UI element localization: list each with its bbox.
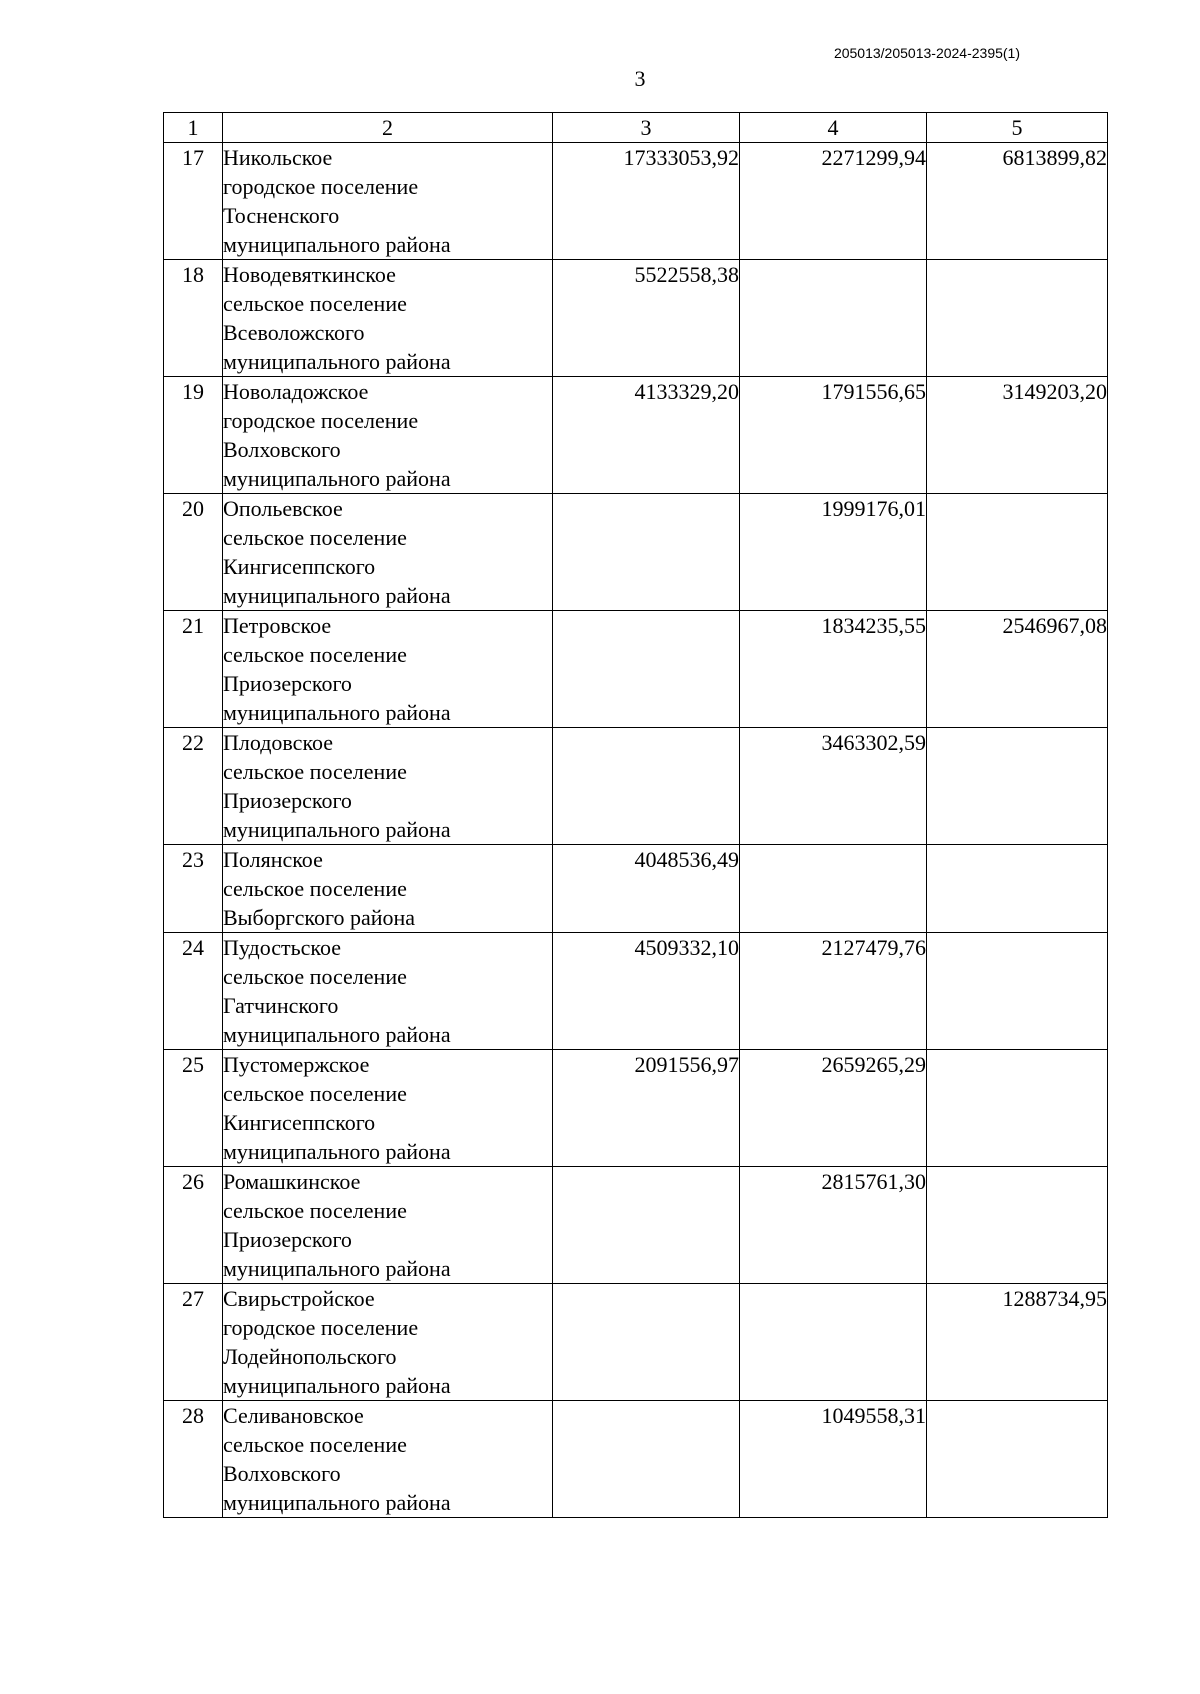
settlement-name-line: сельское поселение: [223, 642, 407, 667]
table-row: [164, 728, 1108, 845]
settlement-name-line: муниципального района: [223, 1256, 451, 1281]
amount-cell-col3: 4509332,10: [553, 933, 740, 1050]
settlement-name-line: Приозерского: [223, 788, 352, 813]
settlement-name-line: муниципального района: [223, 466, 451, 491]
amount-cell-col4: 2815761,30: [740, 1167, 927, 1284]
settlement-name-line: Приозерского: [223, 671, 352, 696]
data-table: [163, 112, 1108, 1518]
settlement-name-cell: [223, 611, 553, 728]
row-number-cell: 22: [164, 728, 223, 845]
table-row: [164, 143, 1108, 260]
amount-cell-col3: [553, 728, 740, 845]
settlement-name-line: муниципального района: [223, 232, 451, 257]
settlement-name-line: Никольское: [223, 145, 333, 170]
settlement-name-line: городское поселение: [223, 174, 419, 199]
amount-cell-col5: [927, 260, 1108, 377]
settlement-name-line: сельское поселение: [223, 876, 407, 901]
amount-cell-col5: [927, 845, 1108, 933]
amount-cell-col5: 3149203,20: [927, 377, 1108, 494]
row-number-cell: 17: [164, 143, 223, 260]
settlement-name-line: Кингисеппского: [223, 1110, 376, 1135]
settlement-name-line: муниципального района: [223, 583, 451, 608]
settlement-name-cell: [223, 260, 553, 377]
settlement-name-line: муниципального района: [223, 1490, 451, 1515]
table-row: [164, 1050, 1108, 1167]
table-body: [164, 113, 1108, 1518]
column-header: 3: [553, 113, 740, 143]
amount-cell-col5: [927, 933, 1108, 1050]
settlement-name-line: муниципального района: [223, 349, 451, 374]
amount-cell-col4: [740, 845, 927, 933]
document-id: 205013/205013-2024-2395(1): [833, 45, 1020, 61]
amount-cell-col3: 4048536,49: [553, 845, 740, 933]
amount-cell-col4: [740, 1284, 927, 1401]
amount-cell-col3: [553, 1401, 740, 1518]
settlement-name-line: Волховского: [223, 437, 341, 462]
amount-cell-col4: 2271299,94: [740, 143, 927, 260]
amount-cell-col5: [927, 1050, 1108, 1167]
column-header: 5: [927, 113, 1108, 143]
amount-cell-col5: 6813899,82: [927, 143, 1108, 260]
amount-cell-col3: [553, 611, 740, 728]
table-header-row: [164, 113, 1108, 143]
column-header: 1: [164, 113, 223, 143]
settlement-name-line: Пудостьское: [223, 935, 342, 960]
amount-cell-col4: 1999176,01: [740, 494, 927, 611]
settlement-name-line: сельское поселение: [223, 291, 407, 316]
settlement-name-cell: [223, 1284, 553, 1401]
settlement-name-line: Новоладожское: [223, 379, 369, 404]
amount-cell-col5: 1288734,95: [927, 1284, 1108, 1401]
settlement-name-line: муниципального района: [223, 1139, 451, 1164]
table-row: [164, 1167, 1108, 1284]
settlement-name-cell: [223, 1401, 553, 1518]
row-number-cell: 20: [164, 494, 223, 611]
amount-cell-col4: 1834235,55: [740, 611, 927, 728]
row-number-cell: 23: [164, 845, 223, 933]
amount-cell-col4: 2659265,29: [740, 1050, 927, 1167]
amount-cell-col5: [927, 728, 1108, 845]
amount-cell-col3: 2091556,97: [553, 1050, 740, 1167]
settlement-name-line: Гатчинского: [223, 993, 339, 1018]
page-number: 3: [634, 66, 646, 91]
settlement-name-cell: [223, 143, 553, 260]
column-header: 2: [223, 113, 553, 143]
settlement-name-cell: [223, 377, 553, 494]
amount-cell-col5: 2546967,08: [927, 611, 1108, 728]
amount-cell-col4: [740, 260, 927, 377]
settlement-name-line: сельское поселение: [223, 1198, 407, 1223]
amount-cell-col3: [553, 1284, 740, 1401]
table-row: [164, 845, 1108, 933]
settlement-name-cell: [223, 1050, 553, 1167]
amount-cell-col4: 1049558,31: [740, 1401, 927, 1518]
settlement-name-line: Полянское: [223, 847, 323, 872]
table-row: [164, 1401, 1108, 1518]
settlement-name-line: Свирьстройское: [223, 1286, 375, 1311]
column-header: 4: [740, 113, 927, 143]
row-number-cell: 18: [164, 260, 223, 377]
amount-cell-col5: [927, 1401, 1108, 1518]
table-row: [164, 260, 1108, 377]
table-row: [164, 611, 1108, 728]
amount-cell-col5: [927, 494, 1108, 611]
amount-cell-col3: 17333053,92: [553, 143, 740, 260]
settlement-name-line: муниципального района: [223, 817, 451, 842]
amount-cell-col3: [553, 494, 740, 611]
settlement-name-line: муниципального района: [223, 700, 451, 725]
settlement-name-line: сельское поселение: [223, 964, 407, 989]
settlement-name-line: Выборгского района: [223, 905, 416, 930]
settlement-name-line: Всеволожского: [223, 320, 365, 345]
amount-cell-col4: 2127479,76: [740, 933, 927, 1050]
settlement-name-line: Тосненского: [223, 203, 340, 228]
settlement-name-line: Ромашкинское: [223, 1169, 361, 1194]
settlement-name-cell: [223, 494, 553, 611]
row-number-cell: 28: [164, 1401, 223, 1518]
row-number-cell: 27: [164, 1284, 223, 1401]
table-row: [164, 933, 1108, 1050]
settlement-name-line: Волховского: [223, 1461, 341, 1486]
settlement-name-cell: [223, 933, 553, 1050]
settlement-name-line: сельское поселение: [223, 525, 407, 550]
settlement-name-line: Пустомержское: [223, 1052, 370, 1077]
amount-cell-col3: 4133329,20: [553, 377, 740, 494]
settlement-name-cell: [223, 1167, 553, 1284]
settlement-name-line: Лодейнопольского: [223, 1344, 397, 1369]
row-number-cell: 25: [164, 1050, 223, 1167]
row-number-cell: 26: [164, 1167, 223, 1284]
settlement-name-line: Петровское: [223, 613, 332, 638]
settlement-name-cell: [223, 728, 553, 845]
settlement-name-line: Новодевяткинское: [223, 262, 396, 287]
amount-cell-col5: [927, 1167, 1108, 1284]
amount-cell-col3: [553, 1167, 740, 1284]
settlement-name-line: Плодовское: [223, 730, 334, 755]
settlement-name-line: сельское поселение: [223, 1432, 407, 1457]
table-row: [164, 377, 1108, 494]
settlement-name-line: муниципального района: [223, 1373, 451, 1398]
settlement-name-cell: [223, 845, 553, 933]
settlement-name-line: Опольевское: [223, 496, 343, 521]
settlement-name-line: сельское поселение: [223, 759, 407, 784]
amount-cell-col4: 3463302,59: [740, 728, 927, 845]
settlement-name-line: городское поселение: [223, 408, 419, 433]
settlement-name-line: сельское поселение: [223, 1081, 407, 1106]
amount-cell-col3: 5522558,38: [553, 260, 740, 377]
row-number-cell: 19: [164, 377, 223, 494]
row-number-cell: 21: [164, 611, 223, 728]
table-row: [164, 494, 1108, 611]
settlement-name-line: Кингисеппского: [223, 554, 376, 579]
settlement-name-line: Селивановское: [223, 1403, 364, 1428]
settlement-name-line: городское поселение: [223, 1315, 419, 1340]
row-number-cell: 24: [164, 933, 223, 1050]
settlement-name-line: муниципального района: [223, 1022, 451, 1047]
table-row: [164, 1284, 1108, 1401]
settlement-name-line: Приозерского: [223, 1227, 352, 1252]
amount-cell-col4: 1791556,65: [740, 377, 927, 494]
